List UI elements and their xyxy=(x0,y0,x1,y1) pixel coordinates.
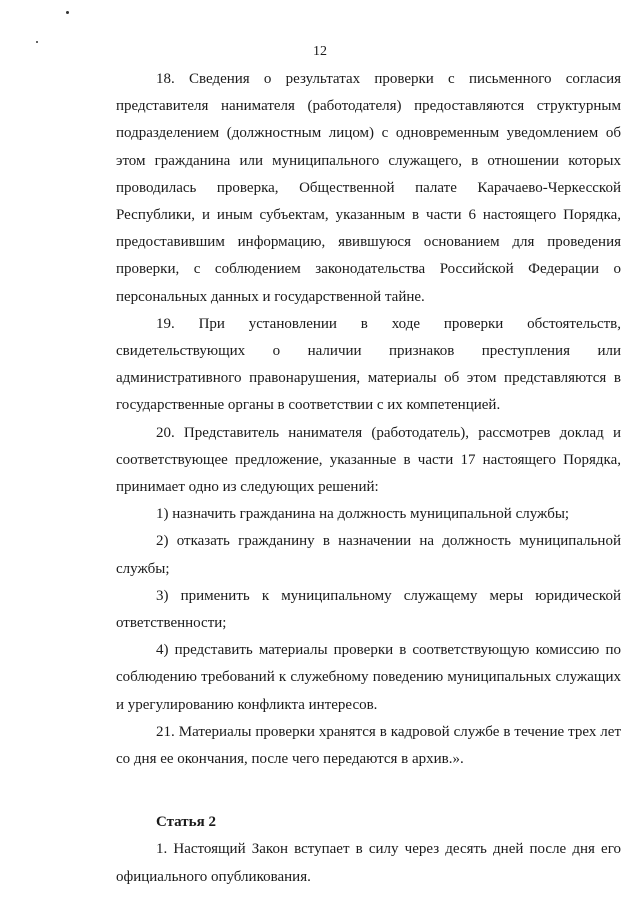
list-item-4: 4) представить материалы проверки в соответствующую комиссию по соблюдению требований к служебному поведению муниципальных служащих и урегулированию конфликта интересов. xyxy=(116,642,621,713)
document-body xyxy=(116,66,621,891)
list-item-1: 1) назначить гражданина на должность муниципальной службы; xyxy=(156,506,570,523)
paragraph-20: 20. Представитель нанимателя (работодатель), рассмотрев доклад и соответствующее предложение, указанные в части 17 настоящего Порядка, принимает одно из следующих решений: xyxy=(116,424,621,496)
scan-speck xyxy=(36,41,38,43)
page-number: 12 xyxy=(313,44,327,59)
paragraph-21: 21. Материалы проверки хранятся в кадровой службе в течение трех лет со дня ее окончания, после чего передаются в архив.». xyxy=(116,723,621,768)
paragraph-19: 19. При установлении в ходе проверки обстоятельств, свидетельствующих о наличии признаков преступления или административного правонарушения, материалы об этом представляются в государственные органы в соответствии с их компетенцией. xyxy=(116,315,621,414)
paragraph-18: 18. Сведения о результатах проверки с письменного согласия представителя нанимателя (работодателя) предоставляются структурным подразделением (должностным лицом) с одновременным уведомлением об этом гражданина или муниципального служащего, в отношении которых проводилась проверка, Общественной палате Карачаево-Черкесской Республики, и иным субъектам, указанным в части 6 настоящего Порядка, предоставившим информацию, явившуюся основанием для проведения проверки, с соблюдением законодательства Российской Федерации о персональных данных и государственной тайне. xyxy=(116,71,621,305)
list-item-2: 2) отказать гражданину в назначении на должность муниципальной службы; xyxy=(116,533,621,577)
article-2-paragraph-1: 1. Настоящий Закон вступает в силу через десять дней после дня его официального опубликования. xyxy=(116,841,621,885)
scan-speck xyxy=(66,11,69,14)
article-2-heading: Статья 2 xyxy=(156,814,216,831)
list-item-3: 3) применить к муниципальному служащему меры юридической ответственности; xyxy=(116,587,621,632)
